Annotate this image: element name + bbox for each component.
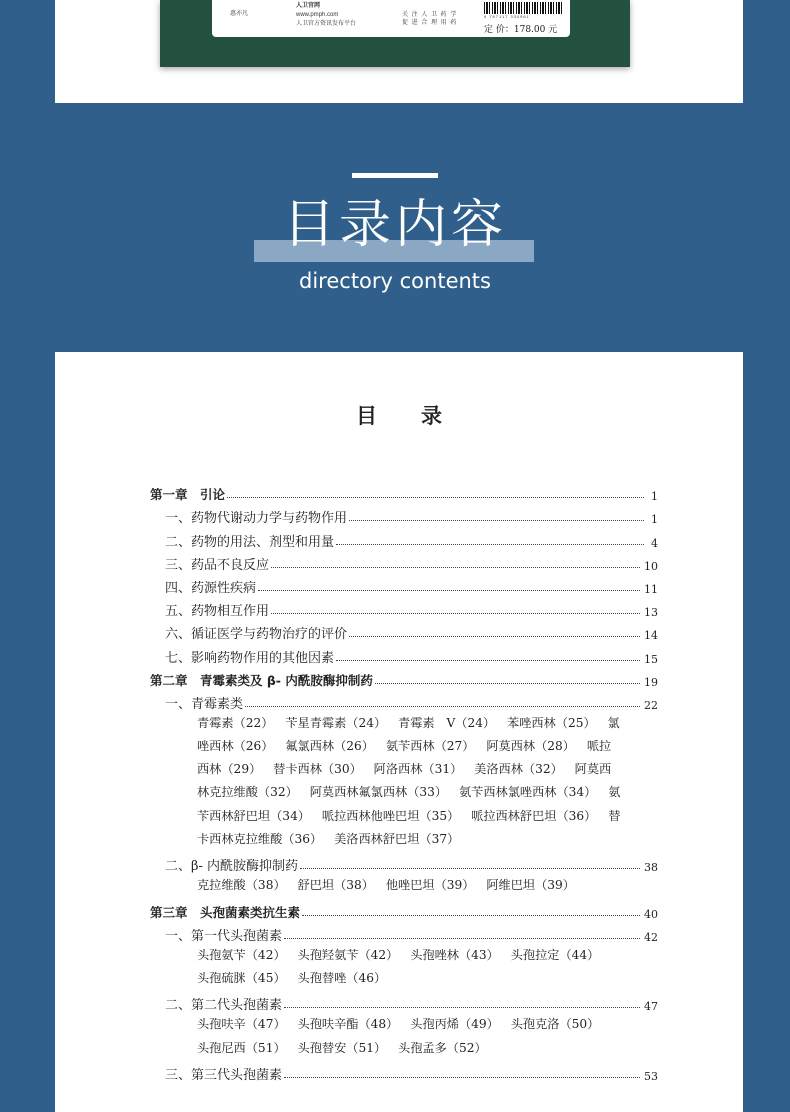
toc-dot-leader	[271, 567, 640, 568]
toc-chapter-entry	[150, 666, 658, 689]
toc-entry-title: 第二章 青霉素类及 β- 内酰胺酶抑制药	[150, 672, 373, 688]
toc-page-number: 15	[644, 652, 658, 666]
toc-entry-title: 三、第三代头孢菌素	[165, 1068, 283, 1084]
cover-site-platform: 人卫官方资讯发布平台	[296, 21, 357, 27]
toc-dot-leader	[336, 660, 640, 661]
toc-drug-list: 青霉素（22） 苄星青霉素（24） 青霉素 V（24） 苯唑西林（25） 氯唑西林（26） 氟氯西林（26） 氨苄西林（27） 阿莫西林（28） 哌拉西林（29） 替卡西林（30） 阿洛西林（31） 美洛西林（32） 阿莫西林克拉维酸（32） 阿莫西林氟氯西林（33） 氨苄西林氯唑西林（34） 氨苄西林舒巴坦（34） 哌拉西林他唑巴坦（35） 哌拉西林舒巴坦（36） 替卡西林克拉维酸（36） 美洛西林舒巴坦（37）	[197, 715, 621, 846]
isbn-barcode	[484, 2, 564, 14]
toc-section-entry	[150, 851, 658, 874]
cover-editor: 惠亦凡	[230, 11, 249, 17]
toc-section-entry	[150, 573, 658, 596]
toc-section-entry	[150, 689, 658, 712]
toc-dot-leader	[300, 868, 640, 869]
toc-dot-leader	[349, 636, 640, 637]
toc-entry-title: 一、药物代谢动力学与药物作用	[165, 511, 348, 527]
toc-section-entry	[150, 503, 658, 526]
toc-dot-leader	[245, 706, 640, 707]
toc-page-number: 13	[644, 606, 658, 620]
toc-section-entry	[150, 642, 658, 665]
toc-entry-title: 四、药源性疾病	[165, 580, 257, 596]
toc-page-number: 42	[644, 930, 658, 944]
cover-website-block	[296, 2, 356, 29]
title-accent-bar	[352, 173, 438, 178]
toc-entry-title: 二、第二代头孢菌素	[165, 998, 283, 1014]
cover-site-name: 人卫官网	[296, 3, 321, 9]
toc-entry-title: 六、循证医学与药物治疗的评价	[165, 627, 348, 643]
toc-dot-leader	[284, 1077, 640, 1078]
cover-slogan-line2: 促 进 合 理 用 药	[402, 20, 458, 26]
toc-drug-list: 头孢氨苄（42） 头孢羟氨苄（42） 头孢唑林（43） 头孢拉定（44） 头孢硫脒（45） 头孢替唑（46）	[197, 947, 600, 986]
toc-section-entry	[150, 596, 658, 619]
toc-page-number: 19	[644, 675, 658, 689]
toc-page	[55, 352, 743, 1112]
toc-dot-leader	[284, 938, 640, 939]
toc-page-number: 10	[644, 559, 658, 573]
toc-dot-leader	[258, 590, 640, 591]
toc-entry-title: 第一章 引论	[150, 487, 226, 503]
book-price: 定 价：178.00 元	[484, 25, 558, 35]
toc-section-entry	[150, 1060, 658, 1083]
book-cover-card	[55, 0, 743, 103]
toc-drug-list: 克拉维酸（38） 舒巴坦（38） 他唑巴坦（39） 阿维巴坦（39）	[197, 878, 575, 893]
toc-entry-title: 二、药物的用法、剂型和用量	[165, 534, 335, 550]
toc-dot-leader	[302, 915, 640, 916]
toc-entry-title: 一、第一代头孢菌素	[165, 928, 283, 944]
toc-dot-leader	[336, 544, 644, 545]
toc-dot-leader	[349, 520, 644, 521]
toc-chapter-entry	[150, 480, 658, 503]
toc-section-entry	[150, 921, 658, 944]
toc-entry-title: 第三章 头孢菌素类抗生素	[150, 904, 301, 920]
toc-section-entry	[150, 550, 658, 573]
toc-dot-leader	[375, 683, 640, 684]
toc-page-number: 47	[644, 1000, 658, 1014]
toc-dot-leader	[227, 497, 644, 498]
toc-section-entry	[150, 526, 658, 549]
toc-heading	[55, 402, 743, 430]
toc-page-number: 53	[644, 1070, 658, 1084]
toc-dot-leader	[284, 1007, 640, 1008]
toc-drug-list: 头孢呋辛（47） 头孢呋辛酯（48） 头孢丙烯（49） 头孢克洛（50） 头孢尼西（51） 头孢替安（51） 头孢孟多（52）	[197, 1017, 600, 1055]
toc-page-number: 40	[644, 907, 658, 921]
isbn-digits: 9 787117 330961	[484, 14, 530, 19]
section-title: 目录内容	[282, 195, 507, 255]
toc-page-number: 22	[644, 698, 658, 712]
toc-entry-title: 七、影响药物作用的其他因素	[165, 650, 335, 666]
toc-page-number: 1	[651, 490, 658, 504]
cover-info-label	[212, 0, 570, 37]
book-back-cover	[160, 0, 630, 67]
section-subtitle: directory contents	[299, 269, 491, 293]
toc-heading-left: 目	[356, 404, 377, 428]
cover-slogan-line1: 关 注 人 卫 药 学	[402, 12, 458, 18]
toc-entry-title: 一、青霉素类	[165, 696, 244, 712]
cover-slogan	[402, 11, 457, 27]
toc-heading-right: 录	[421, 404, 442, 428]
toc-entry-title: 三、药品不良反应	[165, 557, 270, 573]
toc-dot-leader	[271, 613, 640, 614]
toc-page-number: 1	[651, 513, 658, 527]
cover-site-url: www.pmph.com	[296, 12, 339, 18]
toc-entry-title: 五、药物相互作用	[165, 604, 270, 620]
toc-section-entry	[150, 990, 658, 1013]
toc-page-number: 4	[651, 536, 658, 550]
toc-chapter-entry	[150, 897, 658, 920]
toc-section-entry	[150, 619, 658, 642]
toc-list	[150, 480, 658, 1083]
toc-page-number: 38	[644, 861, 658, 875]
toc-entry-title: 二、β- 内酰胺酶抑制药	[165, 859, 299, 875]
toc-page-number: 14	[644, 629, 658, 643]
toc-page-number: 11	[644, 582, 658, 596]
